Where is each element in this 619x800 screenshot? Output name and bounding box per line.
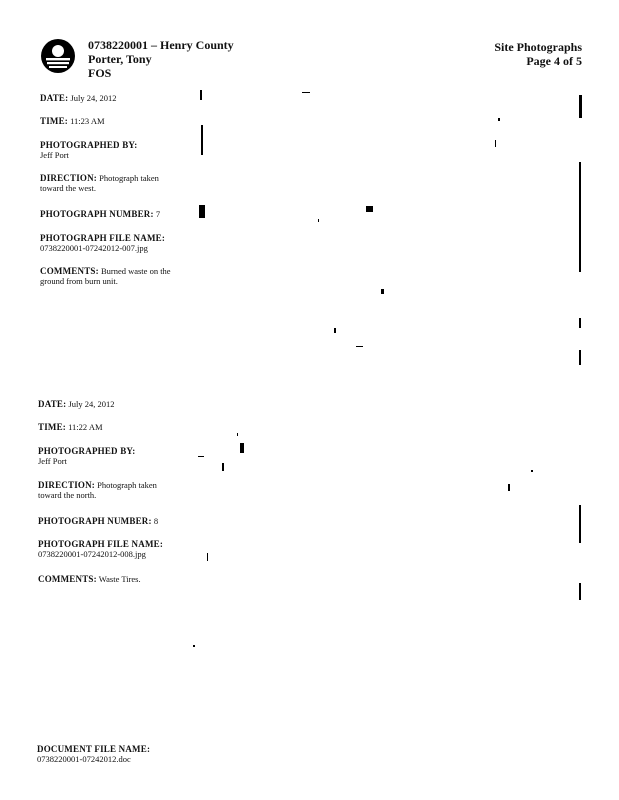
photo1-comments-label: COMMENTS: [40, 266, 99, 276]
photo1-time-value: 11:23 AM [70, 116, 105, 126]
scan-artifact [579, 162, 581, 272]
scan-artifact [579, 505, 581, 543]
photo2-by-value: Jeff Port [38, 456, 67, 466]
photo1-file-row [40, 233, 190, 253]
photo2-number-row [38, 516, 188, 526]
photo2-by-row [38, 446, 188, 466]
photo2-date-row [38, 399, 188, 409]
scan-artifact [334, 328, 336, 333]
document-file-row [37, 744, 237, 764]
photo1-file-value: 0738220001-07242012-007.jpg [40, 243, 148, 253]
scan-artifact [495, 140, 496, 147]
photo2-date-value: July 24, 2012 [68, 399, 115, 409]
photo1-number-value: 7 [155, 209, 161, 219]
photo2-file-row [38, 539, 188, 559]
photo2-file-value: 0738220001-07242012-008.jpg [38, 549, 146, 559]
scan-artifact [222, 463, 224, 471]
photo2-number-value: 8 [153, 516, 159, 526]
scan-artifact [498, 118, 500, 121]
photo2-by-label: PHOTOGRAPHED BY: [38, 446, 136, 456]
photo1-date-value: July 24, 2012 [70, 93, 117, 103]
photo1-direction-label: DIRECTION: [40, 173, 98, 183]
photo2-time-label: TIME: [38, 422, 66, 432]
photo2-time-row [38, 422, 188, 432]
photo2-comments-value: Waste Tires. [98, 574, 141, 584]
document-file-label: DOCUMENT FILE NAME: [37, 744, 151, 754]
photo1-direction-row [40, 173, 180, 193]
page-number: Page 4 of 5 [526, 54, 582, 68]
photo2-direction-value: Photograph taken toward the north. [38, 480, 157, 500]
scan-artifact [193, 645, 195, 647]
scan-artifact [201, 125, 203, 155]
photo2-comments-label: COMMENTS: [38, 574, 97, 584]
section-title: Site Photographs [494, 40, 582, 54]
scan-artifact [579, 318, 581, 328]
photo1-file-label: PHOTOGRAPH FILE NAME: [40, 233, 166, 243]
scan-artifact [199, 205, 205, 218]
photo2-comments-row [38, 574, 188, 584]
photo1-direction-value: Photograph taken toward the west. [40, 173, 159, 193]
photo1-by-value: Jeff Port [40, 150, 69, 160]
document-file-value: 0738220001-07242012.doc [37, 754, 131, 764]
photo1-time-label: TIME: [40, 116, 68, 126]
scan-artifact [579, 95, 582, 118]
photo1-time-row [40, 116, 190, 126]
scan-artifact [381, 289, 384, 294]
scan-artifact [237, 433, 238, 436]
photo1-date-label: DATE: [40, 93, 69, 103]
scan-artifact [579, 583, 581, 600]
scan-artifact [200, 90, 202, 100]
photo2-time-value: 11:22 AM [68, 422, 103, 432]
scan-artifact [366, 206, 373, 212]
photo1-by-row [40, 140, 190, 160]
scan-artifact [531, 470, 533, 472]
scan-artifact [240, 443, 244, 453]
photo1-number-label: PHOTOGRAPH NUMBER: [40, 209, 154, 219]
scan-artifact [356, 346, 363, 347]
photo2-file-label: PHOTOGRAPH FILE NAME: [38, 539, 164, 549]
photo2-number-label: PHOTOGRAPH NUMBER: [38, 516, 152, 526]
scan-artifact [302, 92, 310, 93]
photo1-number-row [40, 209, 190, 219]
photo1-comments-row [40, 266, 180, 286]
photo2-direction-row [38, 480, 178, 500]
site-id-line: 0738220001 – Henry County [88, 38, 234, 52]
scan-artifact [508, 484, 510, 491]
photo1-by-label: PHOTOGRAPHED BY: [40, 140, 138, 150]
scan-artifact [318, 219, 319, 222]
photo1-comments-value: Burned waste on the ground from burn unit. [40, 266, 171, 286]
fos-line: FOS [88, 66, 112, 80]
owner-name-line: Porter, Tony [88, 52, 152, 66]
scan-artifact [579, 350, 581, 365]
scan-artifact [198, 456, 204, 457]
agency-seal-logo [40, 38, 76, 74]
scan-artifact [207, 553, 208, 561]
photo2-date-label: DATE: [38, 399, 67, 409]
photo1-date-row [40, 93, 190, 103]
photo2-direction-label: DIRECTION: [38, 480, 96, 490]
